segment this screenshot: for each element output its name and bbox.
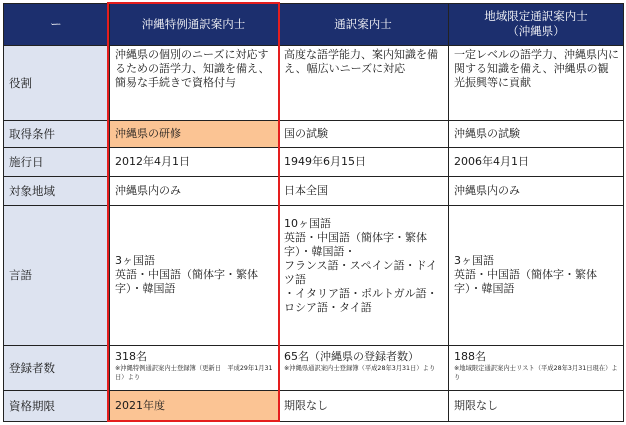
validity-regional: 期限なし	[454, 399, 498, 412]
row-label-validity: 資格期限	[3, 390, 109, 422]
qualification-comparison-table	[3, 3, 624, 422]
registered-okinawa-special	[109, 345, 278, 390]
requirement-regional: 沖縄県の試験	[454, 126, 520, 140]
effective-licensed: 1949年6月15日	[284, 154, 366, 168]
grid-line	[623, 3, 624, 422]
grid-line	[3, 3, 4, 422]
role-okinawa-special: 沖縄県の個別のニーズに対応するための語学力、知識を備え、簡易な手続きで資格付与	[115, 48, 270, 89]
registered-licensed	[278, 345, 448, 390]
row-label-role: 役割	[3, 45, 109, 120]
row-label-requirement: 取得条件	[3, 120, 109, 147]
effective-regional: 2006年4月1日	[454, 154, 529, 168]
grid-line	[3, 3, 624, 4]
grid-line	[3, 390, 624, 391]
language-okinawa-special: 3ヶ国語 英語・中国語（簡体字・繁体字）・韓国語	[115, 254, 258, 295]
grid-line	[3, 45, 624, 46]
grid-line	[3, 345, 624, 346]
language-regional: 3ヶ国語 英語・中国語（簡体字・繁体字）・韓国語	[454, 254, 597, 295]
area-regional: 沖縄県内のみ	[454, 183, 520, 197]
row-label-area: 対象地域	[3, 176, 109, 205]
grid-line	[109, 3, 110, 422]
header-regional-guide	[448, 3, 624, 45]
requirement-licensed: 国の試験	[284, 126, 328, 140]
grid-line	[3, 205, 624, 206]
area-okinawa-special: 沖縄県内のみ	[115, 183, 181, 197]
row-label-effective-date: 施行日	[3, 147, 109, 176]
grid-line	[3, 147, 624, 148]
registered-regional	[448, 345, 624, 390]
validity-licensed: 期限なし	[284, 399, 328, 412]
row-label-registered: 登録者数	[3, 345, 109, 390]
validity-okinawa-special: 2021年度	[109, 390, 278, 422]
header-regional-guide-line1: 地域限定通訳案内士	[484, 9, 588, 23]
area-licensed: 日本全国	[284, 183, 328, 197]
header-licensed-guide: 通訳案内士	[278, 3, 448, 45]
registered-regional-count: 188名	[454, 350, 486, 363]
registered-licensed-note: ※沖縄県通訳案内士登録簿（平成28年3月31日）より	[284, 365, 436, 372]
grid-line	[3, 421, 624, 422]
role-licensed: 高度な語学能力、案内知識を備え、幅広いニーズに対応	[284, 48, 438, 75]
role-regional: 一定レベルの語学力、沖縄県内に関する知識を備え、沖縄県の観光振興等に貢献	[454, 48, 619, 89]
requirement-okinawa-special: 沖縄県の研修	[109, 120, 278, 147]
language-licensed: 10ヶ国語 英語・中国語（簡体字・繁体字）・韓国語・ フランス語・スペイン語・ドイツ語 ・イタリア語・ポルトガル語・ロシア語・タイ語	[284, 217, 438, 314]
row-label-language: 言語	[3, 205, 109, 345]
registered-okinawa-special-count: 318名	[115, 350, 147, 363]
grid-line	[278, 3, 279, 422]
header-corner: ー	[3, 3, 109, 45]
grid-line	[3, 176, 624, 177]
registered-regional-note: ※地域限定通訳案内士リスト（平成28年3月31日現在）より	[454, 365, 618, 381]
effective-okinawa-special: 2012年4月1日	[115, 154, 190, 168]
registered-licensed-count: 65名（沖縄県の登録者数）	[284, 350, 419, 363]
header-regional-guide-line2: （沖縄県）	[507, 24, 565, 38]
grid-line	[3, 120, 624, 121]
grid-line	[448, 3, 449, 422]
header-okinawa-special-guide: 沖縄特例通訳案内士	[109, 3, 278, 45]
registered-okinawa-special-note: ※沖縄特例通訳案内士登録簿（更新日 平成29年1月31日）より	[115, 365, 273, 381]
